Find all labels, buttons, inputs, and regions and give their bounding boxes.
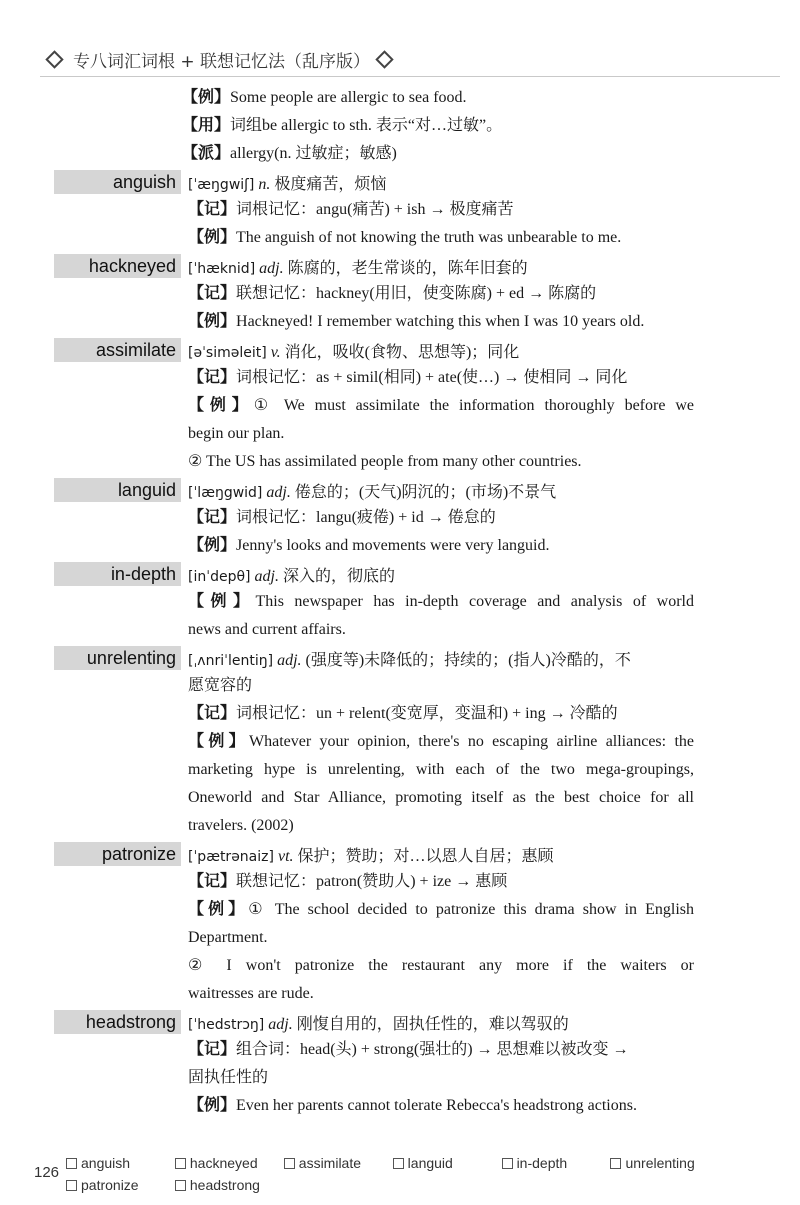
entry-headstrong <box>0 1008 800 1036</box>
entry-definition <box>181 1011 569 1034</box>
entry-line: 【例】① We must assimilate the information thoroughly before we <box>188 397 694 414</box>
entry-definition <box>181 563 395 586</box>
entry-definition <box>181 843 554 866</box>
checklist-item[interactable]: languid <box>393 1152 498 1174</box>
header-title: 专八词汇词根 + 联想记忆法（乱序版） <box>73 51 371 72</box>
meaning: 保护；赞助；对…以恩人自居；惠顾 <box>297 847 554 865</box>
entry-line: 【记】词根记忆：un + relent(变宽厚，变温和) + ing → 冷酷的 <box>188 705 618 722</box>
entry-line: 【例】Jenny's looks and movements were very languid. <box>188 537 550 554</box>
pronunciation: [ˈæŋgwiʃ] <box>188 176 255 193</box>
running-header <box>40 42 780 77</box>
headword: unrelenting <box>54 646 181 670</box>
checklist-item[interactable]: patronize <box>66 1174 171 1196</box>
part-of-speech: adj. <box>268 1015 293 1033</box>
part-of-speech: vt. <box>277 847 294 865</box>
entry-languid <box>0 476 800 504</box>
checklist-item[interactable]: unrelenting <box>610 1152 715 1174</box>
meaning: 消化，吸收(食物、思想等)；同化 <box>284 343 520 361</box>
entry-line: 【记】词根记忆：langu(疲倦) + id → 倦怠的 <box>188 509 496 526</box>
entry-line: 愿宽容的 <box>188 677 253 694</box>
entry-definition <box>181 171 386 194</box>
pronunciation: [ˌʌnriˈlentiŋ] <box>188 652 274 669</box>
pronunciation: [ˈlæŋgwid] <box>188 484 263 501</box>
part-of-speech: adj. <box>254 567 279 585</box>
part-of-speech: n. <box>258 175 271 193</box>
meaning: 刚愎自用的，固执任性的，难以驾驭的 <box>296 1015 569 1033</box>
part-of-speech: adj. <box>259 259 284 277</box>
checklist-item[interactable]: assimilate <box>284 1152 389 1174</box>
entry-assimilate <box>0 336 800 364</box>
entry-line: 【记】联想记忆：hackney(用旧，使变陈腐) + ed → 陈腐的 <box>188 285 597 302</box>
entry-in-depth <box>0 560 800 588</box>
review-checklist <box>66 1152 746 1196</box>
entry-line: marketing hype is unrelenting, with each of the two mega-groupings, <box>188 761 694 778</box>
entry-patronize <box>0 840 800 868</box>
entry-line: ② The US has assimilated people from many other countries. <box>188 453 582 470</box>
entry-line: 【例】The anguish of not knowing the truth was unbearable to me. <box>188 229 622 246</box>
entry-line: travelers. (2002) <box>188 817 294 834</box>
entry-line: 【记】词根记忆：as + simil(相同) + ate(使…) → 使相同 → 同化 <box>188 369 628 386</box>
entry-definition <box>181 255 528 278</box>
entry-line: 【例】Hackneyed! I remember watching this when I was 10 years old. <box>188 313 645 330</box>
part-of-speech: v. <box>270 343 281 361</box>
part-of-speech: adj. <box>277 651 302 669</box>
entry-line: 【例】This newspaper has in-depth coverage and analysis of world <box>188 593 694 610</box>
entry-hackneyed <box>0 252 800 280</box>
entries-list <box>0 84 800 1120</box>
part-of-speech: adj. <box>266 483 291 501</box>
checkbox-icon[interactable] <box>284 1158 295 1169</box>
checkbox-icon[interactable] <box>502 1158 513 1169</box>
headword: languid <box>54 478 181 502</box>
checkbox-icon[interactable] <box>610 1158 621 1169</box>
entry-line: waitresses are rude. <box>188 985 314 1002</box>
headword: anguish <box>54 170 181 194</box>
intro-line: 【用】词组be allergic to sth. 表示“对…过敏”。 <box>182 117 503 134</box>
headword: headstrong <box>54 1010 181 1034</box>
entry-definition <box>181 647 631 670</box>
entry-line: 【例】① The school decided to patronize this drama show in English <box>188 901 694 918</box>
meaning: 深入的，彻底的 <box>282 567 395 585</box>
checkbox-icon[interactable] <box>175 1180 186 1191</box>
meaning: 极度痛苦，烦恼 <box>274 175 387 193</box>
entry-line: Oneworld and Star Alliance, promoting itself as the best choice for all <box>188 789 694 806</box>
entry-unrelenting <box>0 644 800 672</box>
headword: assimilate <box>54 338 181 362</box>
entry-line: news and current affairs. <box>188 621 346 638</box>
pronunciation: [ˈpætrənaiz] <box>188 848 274 865</box>
meaning: (强度等)未降低的；持续的；(指人)冷酷的，不 <box>305 651 631 669</box>
checklist-item[interactable]: hackneyed <box>175 1152 280 1174</box>
pronunciation: [ˈhedstrɔŋ] <box>188 1016 265 1033</box>
entry-line: ② I won't patronize the restaurant any more if the waiters or <box>188 957 694 974</box>
pronunciation: [əˈsiməleit] <box>188 344 267 361</box>
entry-anguish <box>0 168 800 196</box>
entry-line: 固执任性的 <box>188 1069 269 1086</box>
diamond-icon <box>45 50 63 68</box>
checklist-item[interactable]: headstrong <box>175 1174 280 1196</box>
intro-line: 【例】Some people are allergic to sea food. <box>182 89 467 106</box>
entry-line: 【记】词根记忆：angu(痛苦) + ish → 极度痛苦 <box>188 201 514 218</box>
checkbox-icon[interactable] <box>66 1180 77 1191</box>
headword: hackneyed <box>54 254 181 278</box>
entry-line: 【记】组合词：head(头) + strong(强壮的) → 思想难以被改变 → <box>188 1041 629 1058</box>
intro-line: 【派】allergy(n. 过敏症；敏感) <box>182 145 397 162</box>
entry-line: 【记】联想记忆：patron(赞助人) + ize → 惠顾 <box>188 873 508 890</box>
page-number: 126 <box>34 1164 60 1181</box>
headword: patronize <box>54 842 181 866</box>
pronunciation: [ˈhæknid] <box>188 260 256 277</box>
checkbox-icon[interactable] <box>66 1158 77 1169</box>
entry-line: 【例】Whatever your opinion, there's no escaping airline alliances: the <box>188 733 694 750</box>
entry-definition <box>181 479 556 502</box>
checklist-item[interactable]: in-depth <box>502 1152 607 1174</box>
checkbox-icon[interactable] <box>393 1158 404 1169</box>
pronunciation: [inˈdepθ] <box>188 568 251 585</box>
checkbox-icon[interactable] <box>175 1158 186 1169</box>
checklist-item[interactable]: anguish <box>66 1152 171 1174</box>
entry-line: 【例】Even her parents cannot tolerate Rebecca's headstrong actions. <box>188 1097 637 1114</box>
entry-line: begin our plan. <box>188 425 285 442</box>
entry-line: Department. <box>188 929 268 946</box>
meaning: 陈腐的，老生常谈的，陈年旧套的 <box>287 259 528 277</box>
meaning: 倦怠的；(天气)阴沉的；(市场)不景气 <box>294 483 557 501</box>
diamond-icon <box>375 50 393 68</box>
entry-definition <box>181 339 519 362</box>
headword: in-depth <box>54 562 181 586</box>
